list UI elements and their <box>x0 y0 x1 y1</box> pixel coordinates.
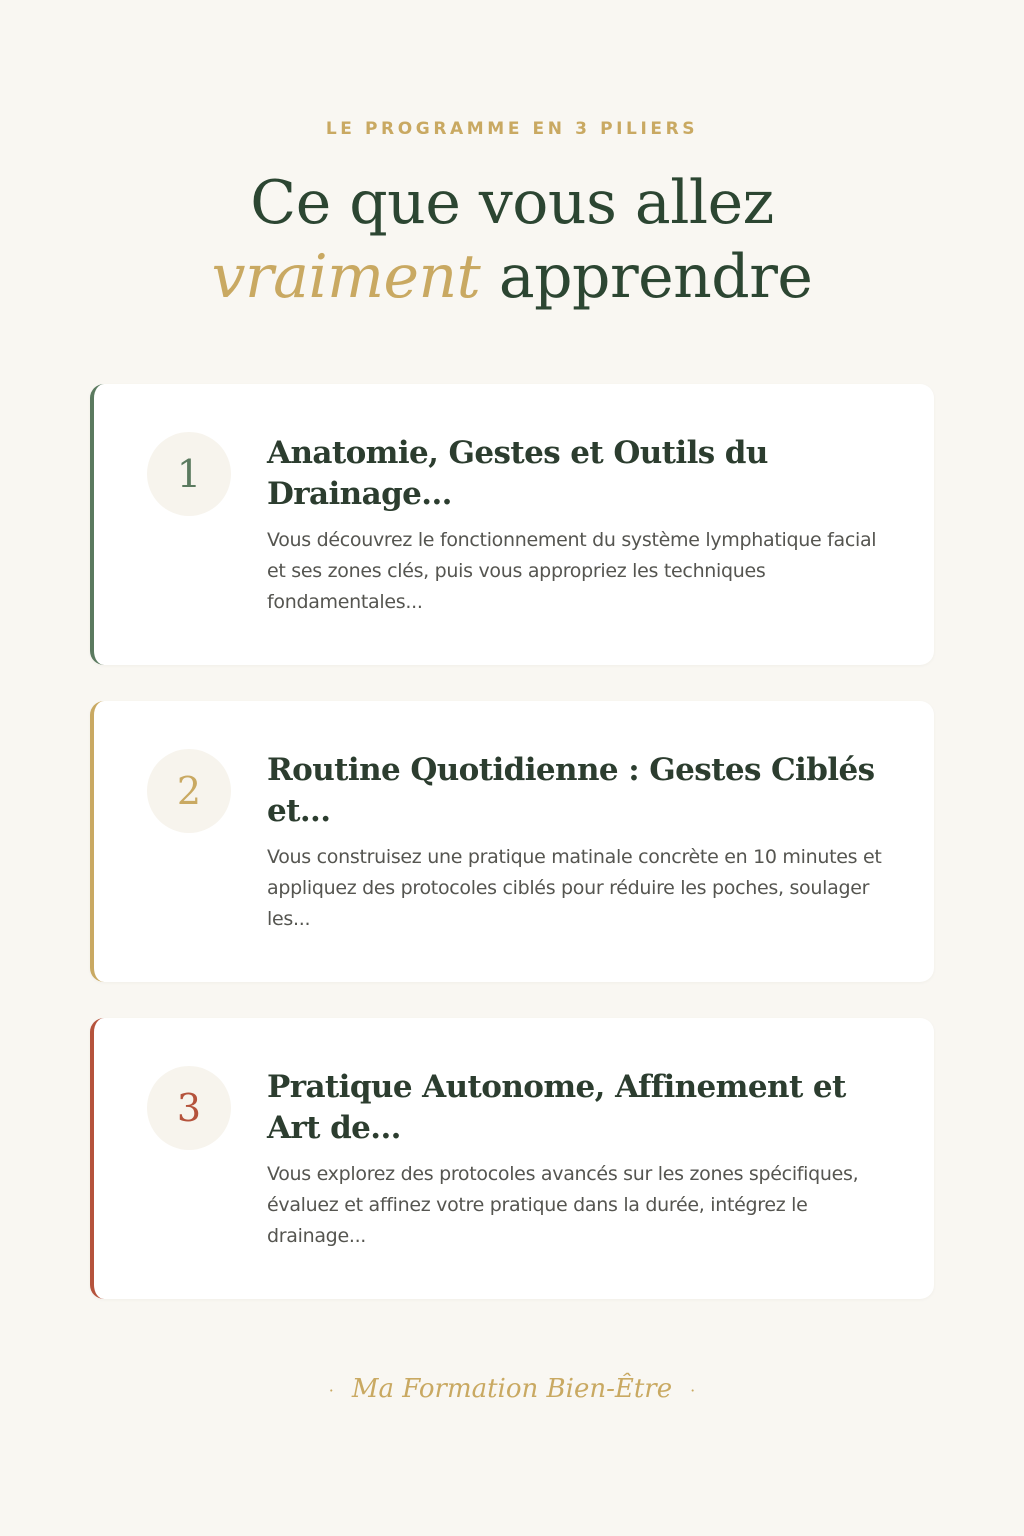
title-line-2-rest: apprendre <box>480 242 813 312</box>
pillar-number-badge: 2 <box>147 749 231 833</box>
pillar-accent-bar <box>90 701 104 982</box>
pillar-title: Pratique Autonome, Affinement et Art de... <box>267 1069 846 1146</box>
pillar-accent-bar <box>90 384 104 665</box>
pillar-description: Vous explorez des protocoles avancés sur les zones spécifiques, évaluez et affinez votre pratique dans la durée, intégrez le drainage... <box>267 1163 859 1247</box>
section-eyebrow: LE PROGRAMME EN 3 PILIERS <box>325 119 699 139</box>
pillar-title: Anatomie, Gestes et Outils du Drainage... <box>267 435 768 512</box>
footer-separator-left: · <box>328 1380 334 1400</box>
pillar-card-3 <box>90 1018 934 1299</box>
pillar-card-2 <box>90 701 934 982</box>
section-title <box>0 166 1024 314</box>
footer-brand <box>0 1374 1024 1404</box>
footer-separator-right: · <box>690 1380 696 1400</box>
title-line-1: Ce que vous allez <box>250 168 774 238</box>
pillar-number-badge: 3 <box>147 1066 231 1150</box>
pillar-title: Routine Quotidienne : Gestes Ciblés et... <box>267 752 875 829</box>
title-line-2 <box>0 240 1024 314</box>
pillar-description: Vous construisez une pratique matinale concrète en 10 minutes et appliquez des protocoles ciblés pour réduire les poches, soulager les... <box>267 846 882 930</box>
footer-brand-name: Ma Formation Bien-Être <box>351 1374 673 1404</box>
pillar-number-badge: 1 <box>147 432 231 516</box>
title-accent-word: vraiment <box>211 242 481 312</box>
pillar-accent-bar <box>90 1018 104 1299</box>
pillar-description: Vous découvrez le fonctionnement du système lymphatique facial et ses zones clés, puis vous appropriez les techniques fondamentales... <box>267 529 877 613</box>
pillar-card-1 <box>90 384 934 665</box>
